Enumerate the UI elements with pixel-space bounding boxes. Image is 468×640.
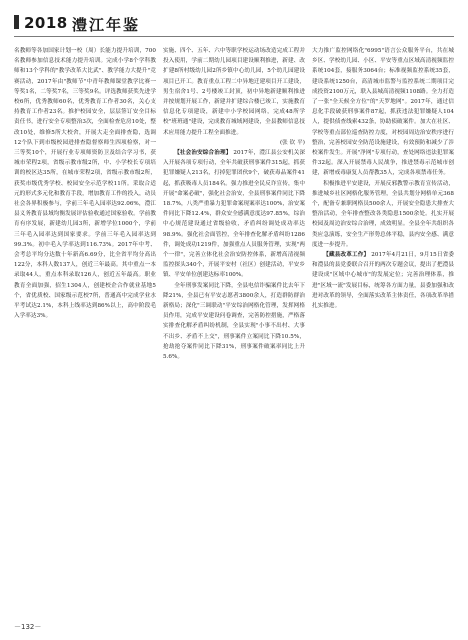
text-column-3	[312, 46, 454, 622]
text-column-1	[14, 46, 156, 622]
page-number: －132－	[14, 623, 42, 631]
yearbook-year: 2018	[24, 14, 68, 32]
section-paragraph	[163, 148, 305, 281]
yearbook-title: 澧江年鉴	[72, 16, 141, 34]
article-body	[14, 46, 454, 622]
text-column-2	[163, 46, 305, 622]
page-header	[14, 12, 454, 40]
section-heading: 【社会治安综合治理】	[174, 150, 232, 157]
paragraph: 名教师等各加国家计划一校（周）长能力提升培训，700名教师参加信息技术能力提升培训。完成小学8个学科教师和13个学科的"教学改革大比武"、教学能力大提升"竞赛活动，2017年由"教师节"中青年教师课堂教学比赛一等奖1名，二等奖7名，三等奖9名。评选教师获奖先进学校6所，优秀教师60名，优秀教育工作者30名，关心支持教育工作者23名。推护校园安全，层层签订安全目标责任书，进行安全专项整治3次，全面检查危房10处，整改10处，维修5所大校舍，开展大走全面排查隐，选调12个队下到市级校园进排查隐督察师生四项检察，对一三等奖10个，开展行业专项师资防卫及结合学习书，获城市荣程2项，省级示教市级2所，中、小学校长专项培训的校区达35所，在城市荣程2项，省级示教市级2所，获奖市级优秀学校、校园安全示范学校11所。采取合适元的形式多元化和教育手段，增加教育工作的投入，动员社会各界积极参与，学前三年毛入园率达92.06%，澧江县义务教育县域均衡发展评估验收通过国家验收。学前教育有序发展，新建幼儿园3所，新增学位1000个，学前三年毛入园率达到国家要求。学前三年毛入园率达到99.3%。初中毛入学率达到116.73%。2017年中考、会考总平均分达数十年新高6.69分，比全省平均分高出122分，本科人数137人，创近三年最高。其中重点一本录取44人，重点本科录取126人，创近五年最高。职业教育全面加强，招生1304人，创建校企合作就业基地5个，省优质校、国家级示范校7所，普通高中完成学业水平考试达2.1%，本科上线率达到86%以上，高中阶段毛入学率达3%。	[14, 48, 156, 320]
paragraph: 大力推广监控网络化"6995"语言公众服务平台，共在城乡区、学校幼儿园、小区、平安等重点区域高清视频监控系统104套，接服务3064台；标准视频监控系统35套，建设系统1250台，高清城市监警与监控系统二期项目完成投资2100万元，联入县城高清视频1108路。全力打造了一张"全天候全方位"的"天罗地网"。2017年，通过信息化手段破获刑事案件87起，抓获违法犯罪嫌疑人104人，提供侦查线索432条，协助侦破案件。加大在社区、学校等重点部位巡查防控力度，对校园周边治安秩序进行整治，完善校园安全防范设施建设，有效预防和减少了涉校案件发生。开展"净网"专项行动，查处网络违法犯罪案件32起。深入开展禁毒人民战争，推进禁毒示范城市创建，新增戒毒康复人员帮教35人，完成各项禁毒任务。	[312, 48, 454, 177]
paragraph: 积极推进平安建设，开展反邪教警示教育宣传活动，推进城乡社区网格化服务管理，全县共划分网格单元368个，配备专兼职网格员500余人，开展安全隐患大排查大整治活动，全年排查整改各类隐患1500余处。扎实开展校园及周边治安综合治理，成效明显。全县全年共组织各类应急演练，安全生产形势总体平稳，县内安全感、满意度进一步提升。	[312, 180, 454, 248]
paragraph: 全年刑事发案同比下降，全县电信诈骗案件比去年下降21%，全县已有平安志愿者3800余人，打造群防群治新格局；深化"三调联动"平安综治网格化管理，发挥网格员作用，完成平安建设问卷调查，完善防控措施，严格落实排查化解矛盾纠纷机制，全县实现"小事不出村、大事不出乡、矛盾不上交"，刑事案件立案同比下降10.5%，抢劫抢夺案件同比下降31%，刑事案件破案率同比上升5.6%。	[163, 282, 305, 361]
paragraph-text: 2017年，澧江县公安机关深入开展各项专项行动，全年共破获刑事案件315起，抓获犯罪嫌疑人213名，打掉犯罪团伙9个，破获毒品案件41起，抓获吸毒人员184名。强力推进全民反诈宣传，集中开展"命案必破"，强化社会治安，全县刑事案件同比下降18.7%，八类严重暴力犯罪命案现案率达100%，治安案件同比下降12.4%，群众安全感满意度达97.85%，综治中心规范建设通过省级验收，矛盾纠纷调处成功率达98.9%。强化社会面管控，全年排查化解矛盾纠纷1286件，调处成功1219件，加强重点人员服务管理，实现"两个一律"，完善立体化社会治安防控体系，新增高清视频监控探头340个，开展平安村（社区）创建活动，平安乡镇、平安单位创建达标率100%。	[163, 150, 305, 279]
header-marker	[14, 15, 19, 29]
paragraph-text: 2017年4月21日，9月15日省委和澧县的县党委联合召开的两次专题会议，提出了把澧县建设成"区域中心城市"的发展定位；完善治理体系，推进"区域一流"发展目标，统筹各方面力量，县委加强和改进对改革的领导，全面落实改革主体责任，各项改革举措扎实推进。	[312, 252, 454, 310]
section-heading: 【藏县改革工作】	[323, 252, 370, 259]
header-rule	[14, 36, 454, 37]
paragraph: 实施、四个、五年、六中等职学校运动场改造完成工程并投入使用，学前二期幼儿园项目建设顺利推进，新建、改扩建8所村级幼儿园2所乡镇中心幼儿园，5个幼儿园建设项目已开工。教育重点工程二中异地迁建项目开工建设，男生宿舍1号、2号楼竣工封顶，初中异地新建顺利推进并按规划开展工作，新建并扩建综合楼已竣工，实施教育信息化专项建设，新建中小学校园网络，完成48所学校"班班通"建设，完成教育城域网建设，全县教师信息技术应用能力提升工程全面推进。	[163, 48, 305, 136]
author-credit: (张 钦 平)	[279, 139, 305, 146]
section-paragraph	[312, 250, 454, 311]
